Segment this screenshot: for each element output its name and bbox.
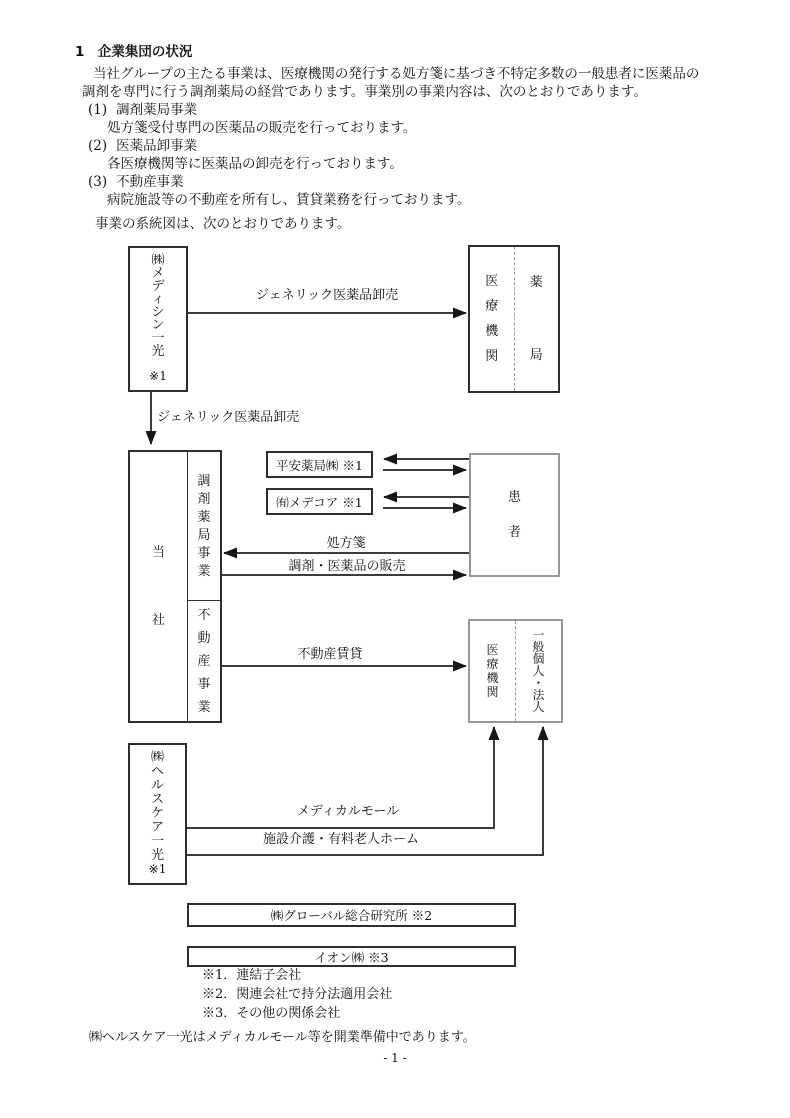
node-global-research-label: ㈱グローバル総合研究所 ※2 bbox=[270, 908, 433, 923]
page-number: - 1 - bbox=[383, 1051, 407, 1065]
list-item-3-description: 病院施設等の不動産を所有し、賃貸業務を行っております。 bbox=[107, 192, 471, 208]
node-medecoa-box bbox=[266, 488, 373, 515]
node-healthcare-ikko-box bbox=[128, 743, 187, 885]
node-realestate-label: 不 動 産 事 業 bbox=[197, 607, 211, 715]
node-dispensing-pharmacy-label: 調 剤 薬 局 事 業 bbox=[197, 473, 211, 579]
edge-label-generic-wholesale-down: ジェネリック医薬品卸売 bbox=[157, 410, 300, 425]
node-pharmacy-label: 薬 局 bbox=[529, 275, 543, 363]
node-aeon-label: イオン㈱ ※3 bbox=[314, 949, 389, 965]
node-medical-institution2-label: 医 療 機 関 bbox=[486, 643, 499, 699]
node-our-company-box bbox=[128, 450, 222, 723]
node-general-individual-label: 一 般 個 人 ・ 法 人 bbox=[532, 628, 545, 714]
node-general-individual-cell bbox=[515, 621, 561, 721]
node-medical-institution-cell bbox=[470, 247, 514, 391]
note-1: ※1．連結子会社 bbox=[202, 968, 302, 983]
node-dispensing-pharmacy-segment bbox=[188, 452, 220, 601]
edge-label-prescription: 処方箋 bbox=[326, 536, 366, 551]
list-item-3-label: 不動産事業 bbox=[116, 174, 184, 190]
list-item-2-description: 各医療機関等に医薬品の卸売を行っております。 bbox=[107, 156, 403, 172]
section-heading: 1 企業集団の状況 bbox=[75, 44, 193, 60]
list-item-2-number: (2) bbox=[88, 138, 108, 154]
note-3: ※3．その他の関係会社 bbox=[202, 1006, 341, 1021]
list-item-1-label: 調剤薬局事業 bbox=[116, 102, 198, 118]
node-medicine-ikko-label: ㈱ メ デ ィ シ ン 一 光 bbox=[151, 253, 165, 359]
node-realestate-segment bbox=[188, 601, 220, 721]
intro-paragraph-line2: 調剤を専門に行う調剤薬局の経営であります。事業別の事業内容は、次のとおりであります。 bbox=[82, 84, 647, 100]
edge-label-medical-mall: メディカルモール bbox=[296, 804, 400, 819]
node-medecoa-label: ㈲メデコア ※1 bbox=[276, 494, 363, 510]
node-patient-label: 患 者 bbox=[507, 490, 521, 540]
diagram-intro-line: 事業の系統図は、次のとおりであります。 bbox=[95, 216, 351, 232]
node-medical-institution2-cell bbox=[470, 621, 515, 721]
list-item-3-number: (3) bbox=[88, 174, 108, 190]
node-heian-pharmacy-label: 平安薬局㈱ ※1 bbox=[276, 457, 363, 473]
node-aeon-box bbox=[187, 946, 516, 967]
list-item-1-description: 処方箋受付専門の医薬品の販売を行っております。 bbox=[107, 120, 417, 136]
note-2: ※2．関連会社で持分法適用会社 bbox=[202, 987, 393, 1002]
edge-label-realestate-lease: 不動産賃貸 bbox=[297, 647, 363, 662]
node-healthcare-ikko-note: ※1 bbox=[148, 862, 167, 876]
node-medical-institution-label: 医 療 機 関 bbox=[485, 274, 499, 364]
node-heian-pharmacy-box bbox=[266, 451, 373, 478]
node-medical-institution-pharmacy-box bbox=[468, 245, 560, 393]
edge-label-dispensing-sales: 調剤・医薬品の販売 bbox=[288, 559, 406, 574]
edge-label-nursing-home: 施設介護・有料老人ホーム bbox=[262, 832, 420, 847]
node-medical-general-box bbox=[468, 619, 563, 723]
list-item-2-label: 医薬品卸事業 bbox=[116, 138, 198, 154]
edge-label-generic-wholesale-right: ジェネリック医薬品卸売 bbox=[255, 288, 399, 303]
footnote: ㈱ヘルスケア一光はメディカルモール等を開業準備中であります。 bbox=[89, 1030, 476, 1045]
node-our-company-cell bbox=[130, 452, 188, 721]
node-healthcare-ikko-label: ㈱ ヘ ル ス ケ ア 一 光 bbox=[150, 750, 164, 863]
list-item-1-number: (1) bbox=[88, 102, 108, 118]
node-our-company-label: 当 社 bbox=[151, 545, 165, 628]
node-company-segments bbox=[188, 452, 220, 721]
intro-paragraph-line1: 当社グループの主たる事業は、医療機関の発行する処方箋に基づき不特定多数の一般患者に医薬品の bbox=[93, 66, 700, 82]
node-patient-box bbox=[469, 453, 560, 577]
node-global-research-box bbox=[187, 903, 516, 927]
node-medicine-ikko-note: ※1 bbox=[149, 369, 167, 383]
node-pharmacy-cell bbox=[514, 247, 559, 391]
node-medicine-ikko-box bbox=[128, 246, 188, 392]
